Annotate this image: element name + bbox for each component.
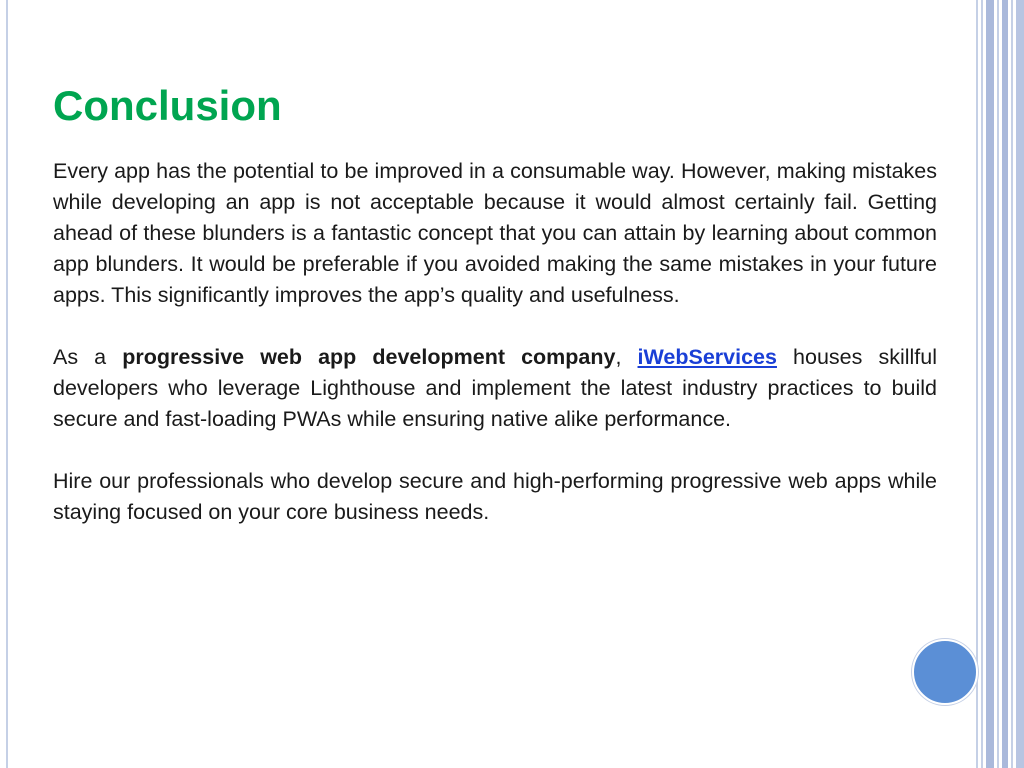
paragraph-intro: Every app has the potential to be improved in a consumable way. However, making mistakes while developing an app is not acceptable because it would almost certainly fail. Getting ahead of these blunders is a fantastic concept that you can attain by learning about common app blunders. It would be preferable if you avoided making the same mistakes in your future apps. This significantly improves the app’s quality and usefulness. bbox=[53, 159, 937, 307]
slide-content bbox=[53, 78, 937, 528]
company-type-bold: progressive web app development company bbox=[122, 345, 616, 369]
right-stripe-decoration bbox=[976, 0, 1024, 768]
iwebservices-link[interactable]: iWebServices bbox=[637, 345, 777, 369]
paragraph-company-suffix: houses skillful developers who leverage Lighthouse and implement the latest industry practices to build secure and fast-loading PWAs while ensuring native alike performance. bbox=[53, 345, 937, 431]
decorative-circle-icon bbox=[912, 639, 978, 705]
paragraph-company-comma: , bbox=[615, 345, 638, 369]
paragraph-hire: Hire our professionals who develop secure and high-performing progressive web apps while staying focused on your core business needs. bbox=[53, 469, 937, 524]
paragraph-company-prefix: As a bbox=[53, 345, 123, 369]
left-border-line bbox=[6, 0, 8, 768]
slide-title: Conclusion bbox=[53, 82, 282, 129]
paragraph-company bbox=[53, 342, 937, 435]
